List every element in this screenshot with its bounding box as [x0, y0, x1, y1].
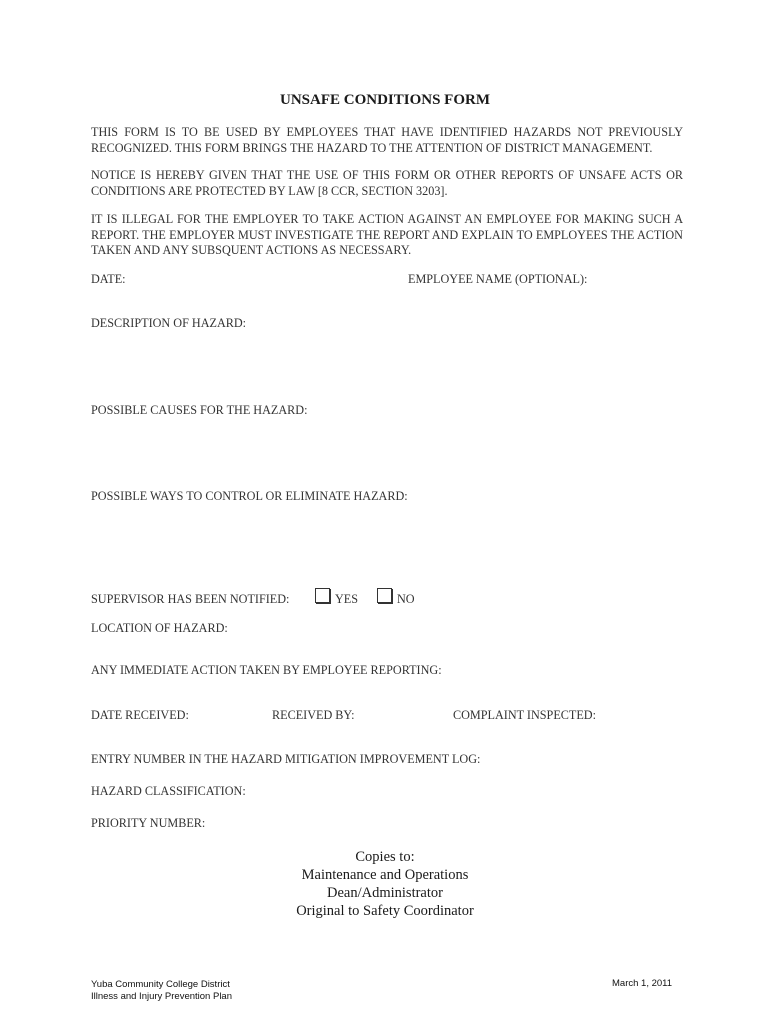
yes-label: YES — [335, 592, 359, 606]
footer-org: Yuba Community College District — [91, 979, 230, 990]
entry-number-label: ENTRY NUMBER IN THE HAZARD MITIGATION IMPROVEMENT LOG: — [91, 752, 481, 766]
intro-paragraph — [91, 125, 683, 156]
control-ways-field-label: POSSIBLE WAYS TO CONTROL OR ELIMINATE HAZARD: — [91, 489, 408, 503]
legal-paragraph — [91, 212, 683, 259]
immediate-action-field-label: ANY IMMEDIATE ACTION TAKEN BY EMPLOYEE REPORTING: — [91, 663, 442, 677]
complaint-inspected-label: COMPLAINT INSPECTED: — [453, 708, 596, 722]
copies-recipient: Dean/Administrator — [327, 885, 443, 901]
paragraph-text: THIS FORM IS TO BE USED BY EMPLOYEES THAT HAVE IDENTIFIED HAZARDS NOT PREVIOUSLY RECOGNIZED. THIS FORM BRINGS THE HAZARD TO THE ATTENTION OF DISTRICT MANAGEMENT. — [91, 125, 683, 155]
footer-date: March 1, 2011 — [612, 978, 673, 989]
copies-recipient: Original to Safety Coordinator — [296, 903, 474, 919]
no-label: NO — [397, 592, 415, 606]
received-by-label: RECEIVED BY: — [272, 708, 355, 722]
copies-block — [0, 848, 770, 920]
form-title: UNSAFE CONDITIONS FORM — [279, 92, 490, 108]
description-field-label: DESCRIPTION OF HAZARD: — [91, 316, 247, 330]
priority-number-label: PRIORITY NUMBER: — [91, 816, 206, 830]
causes-field-label: POSSIBLE CAUSES FOR THE HAZARD: — [91, 403, 308, 417]
date-received-label: DATE RECEIVED: — [91, 708, 189, 722]
notice-paragraph — [91, 168, 683, 199]
paragraph-text: IT IS ILLEGAL FOR THE EMPLOYER TO TAKE ACTION AGAINST AN EMPLOYEE FOR MAKING SUCH A REPORT. THE EMPLOYER MUST INVESTIGATE THE REPORT AND EXPLAIN TO EMPLOYEES THE ACTION TAKEN AND ANY SUBSQUENT ACTIONS AS NECESSARY. — [91, 212, 683, 257]
copies-recipient: Maintenance and Operations — [301, 867, 469, 883]
paragraph-text: NOTICE IS HEREBY GIVEN THAT THE USE OF THIS FORM OR OTHER REPORTS OF UNSAFE ACTS OR CONDITIONS ARE PROTECTED BY LAW [8 CCR, SECTION 3203]. — [91, 168, 683, 198]
no-checkbox[interactable] — [377, 588, 392, 603]
footer-left — [91, 979, 232, 1003]
date-field-label: DATE: — [91, 272, 126, 286]
employee-name-field-label: EMPLOYEE NAME (OPTIONAL): — [408, 272, 588, 286]
supervisor-notified-label: SUPERVISOR HAS BEEN NOTIFIED: — [91, 592, 290, 606]
location-field-label: LOCATION OF HAZARD: — [91, 621, 228, 635]
yes-checkbox[interactable] — [315, 588, 330, 603]
footer-plan: Illness and Injury Prevention Plan — [91, 991, 232, 1002]
copies-heading: Copies to: — [355, 849, 415, 865]
hazard-classification-label: HAZARD CLASSIFICATION: — [91, 784, 246, 798]
